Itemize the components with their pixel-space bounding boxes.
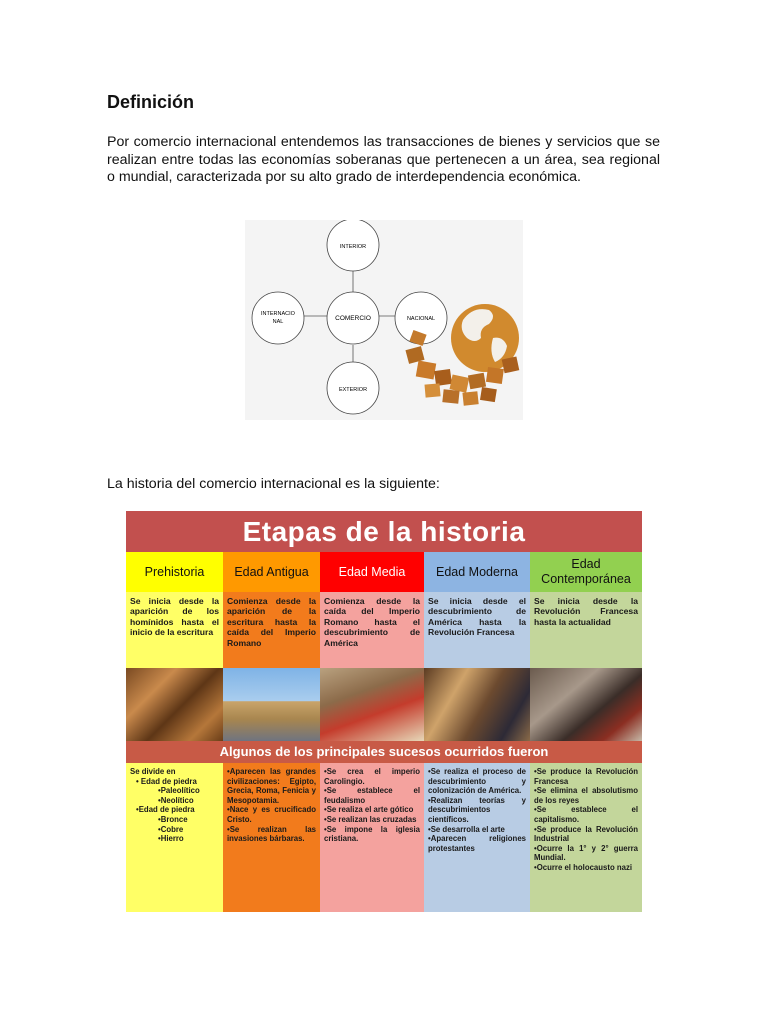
events-moderna-item: •Se realiza el proceso de descubrimiento y colonización de América. [428, 767, 526, 796]
events-contemporanea-item: •Se establece el capitalismo. [534, 805, 638, 824]
events-media-item: •Se realiza el arte gótico [324, 805, 414, 815]
photo-ancient-monuments [223, 668, 320, 741]
events-media-item: •Se realizan las cruzadas [324, 814, 417, 824]
events-prehistoria-intro: Se divide en [130, 767, 176, 776]
events-prehistoria-b2: •Cobre [158, 824, 184, 834]
events-media-item: •Se impone la iglesia cristiana. [324, 824, 420, 844]
events-media-item: •Se establece el feudalismo [324, 786, 420, 805]
events-contemporanea [530, 763, 642, 912]
page-heading: Definición [107, 92, 195, 112]
desc-prehistoria: Se inicia desde la aparición de los homínidos hasta el inicio de la escritura [126, 592, 223, 668]
events-contemporanea-item: •Ocurre el holocausto nazi [534, 862, 633, 872]
events-antigua-item: •Se realizan las invasiones bárbaras. [227, 824, 316, 844]
events-moderna-item: •Realizan teorías y descubrimientos científicos. [428, 795, 526, 824]
events-contemporanea-item: •Se produce la Revolución Francesa [534, 767, 638, 786]
events-contemporanea-item: •Ocurre la 1° y 2° guerra Mundial. [534, 843, 638, 863]
events-prehistoria-b: •Edad de piedra [136, 805, 195, 815]
photo-contemporary-age [530, 668, 642, 741]
events-prehistoria-a1: •Paleolítico [158, 786, 200, 796]
desc-antigua: Comienza desde la aparición de la escritura hasta la caída del Imperio Romano [223, 592, 320, 668]
events-prehistoria-a: • Edad de piedra [136, 776, 197, 786]
header-contemporanea [530, 552, 642, 592]
table-title: Etapas de la historia [126, 511, 642, 552]
header-moderna: Edad Moderna [424, 552, 530, 592]
events-contemporanea-item: •Se produce la Revolución Industrial [534, 824, 638, 844]
commerce-diagram [245, 220, 523, 420]
events-media [320, 763, 424, 912]
photo-modern-age [424, 668, 530, 741]
events-moderna-item: •Se desarrolla el arte [428, 824, 505, 834]
label-interior: INTERIOR [339, 244, 367, 250]
label-internacional-2: NAL [272, 319, 284, 325]
header-prehistoria: Prehistoria [126, 552, 223, 592]
photo-medieval-scenes [320, 668, 424, 741]
definition-paragraph: Por comercio internacional entendemos las transacciones de bienes y servicios que se realizan entre todas las economías soberanas que pertenecen a un área, sea regional o mundial, caracterizada por su alto grado de interdependencia económica. [107, 134, 660, 186]
events-prehistoria-b3: •Hierro [158, 834, 184, 844]
label-comercio: COMERCIO [335, 315, 371, 322]
events-contemporanea-item: •Se elimina el absolutismo de los reyes [534, 786, 638, 805]
events-subtitle: Algunos de los principales sucesos ocurridos fueron [126, 741, 642, 763]
events-prehistoria-a2: •Neolítico [158, 795, 194, 805]
label-internacional-1: INTERNACIO [261, 311, 295, 317]
header-antigua: Edad Antigua [223, 552, 320, 592]
history-stages-table [126, 511, 642, 912]
header-contemporanea-line2: Contemporánea [541, 572, 631, 586]
events-prehistoria-b1: •Bronce [158, 814, 188, 824]
photo-cave-paintings [126, 668, 223, 741]
label-exterior: EXTERIOR [338, 387, 368, 393]
desc-contemporanea: Se inicia desde la Revolución Francesa hasta la actualidad [530, 592, 642, 668]
events-moderna [424, 763, 530, 912]
desc-media: Comienza desde la caída del Imperio Romano hasta el descubrimiento de América [320, 592, 424, 668]
header-media: Edad Media [320, 552, 424, 592]
diagram-svg [245, 220, 523, 420]
events-moderna-item: •Aparecen religiones protestantes [428, 834, 526, 853]
events-antigua-item: •Aparecen las grandes civilizaciones: Egipto, Grecia, Roma, Fenicia y Mesopotamia. [227, 767, 316, 805]
events-antigua-item: •Nace y es crucificado Cristo. [227, 805, 316, 824]
events-media-item: •Se crea el imperio Carolingio. [324, 767, 420, 786]
circle-internacional [252, 292, 304, 344]
label-nacional: NACIONAL [406, 316, 436, 322]
history-intro: La historia del comercio internacional es la siguiente: [107, 476, 440, 492]
events-antigua [223, 763, 320, 912]
header-contemporanea-line1: Edad [571, 557, 601, 571]
desc-moderna: Se inicia desde el descubrimiento de América hasta la Revolución Francesa [424, 592, 530, 668]
events-prehistoria [126, 763, 223, 912]
